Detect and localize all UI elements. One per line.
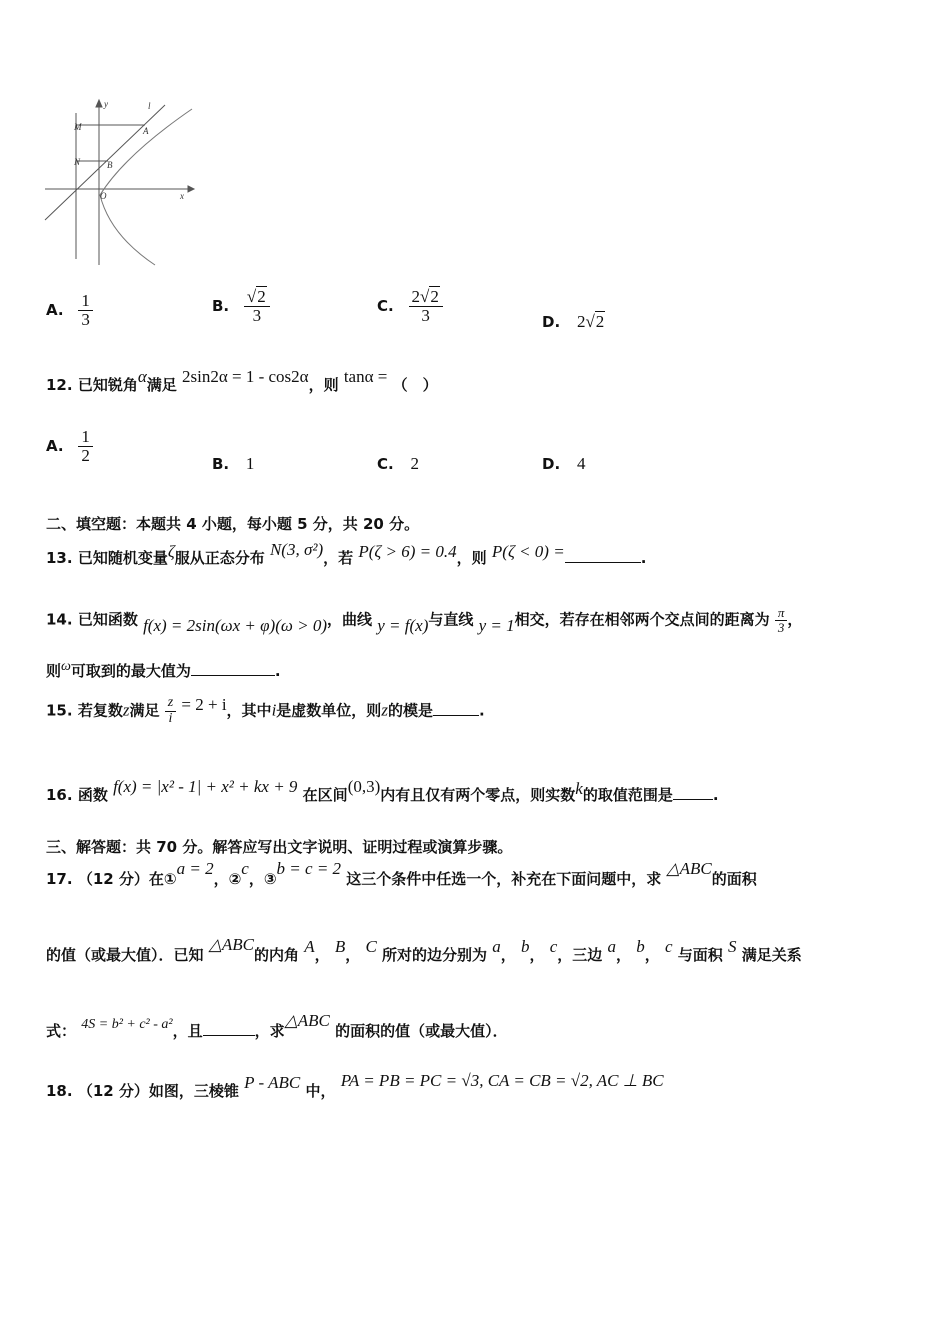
line: y = 1 <box>478 615 515 635</box>
question-number: 17. <box>46 870 73 888</box>
option-value: 1 <box>245 454 255 473</box>
function: f(x) = |x² - 1| + x² + kx + 9 <box>113 777 298 796</box>
label-B: B <box>107 160 113 170</box>
probability-ask: P(ζ < 0) = <box>491 542 565 561</box>
question-12: 12. 已知锐角α满足 2sin2α = 1 - cos2α，则 tanα = （ ） <box>46 367 438 394</box>
label-A: A <box>143 126 149 136</box>
xi-symbol: ζ <box>167 542 175 561</box>
conditions: PA = PB = PC = √3, CA = CB = √2, AC ⊥ BC <box>340 1071 664 1090</box>
q12-option-c[interactable] <box>377 454 419 474</box>
option-letter: D. <box>542 455 561 473</box>
option-letter: B. <box>212 296 230 315</box>
question-number: 12. <box>46 376 73 394</box>
question-14: 14. 已知函数 f(x) = 2sin(ωx + φ)(ω > 0)，曲线 y = f(x)与直线 y = 1相交，若存在相邻两个交点间的距离为 $\frac{\pi}{3}$ ， <box>46 605 803 635</box>
option-value: 2 <box>410 454 419 473</box>
y-axis-arrow <box>96 100 102 107</box>
question-17: 17. （12 分）在①a = 2，②c，③b = c = 2 这三个条件中任选一个，补充在下面问题中，求 △ABC的面积 <box>46 859 757 888</box>
q11-option-d[interactable] <box>542 312 605 332</box>
omega-symbol: ω <box>61 659 71 674</box>
question-number: 16. <box>46 786 73 804</box>
q12-option-b[interactable] <box>212 454 254 474</box>
tan-expression: tanα = <box>343 367 388 386</box>
label-N: N <box>74 157 81 167</box>
label-x: x <box>180 191 184 201</box>
option-letter: A. <box>46 300 64 319</box>
curve: y = f(x) <box>377 615 429 635</box>
option-letter: C. <box>377 455 394 473</box>
label-l: l <box>148 101 151 111</box>
answer-blank[interactable] <box>433 715 479 716</box>
tangent-line-l <box>45 105 165 220</box>
question-number: 14. <box>46 610 73 629</box>
section-3-heading: 三、解答题：共 70 分。解答应写出文字说明、证明过程或演算步骤。 <box>46 838 513 856</box>
equation: = 2 + i <box>181 694 227 714</box>
equation: 2sin2α = 1 - cos2α <box>182 367 309 386</box>
question-number: 13. <box>46 549 73 567</box>
function: f(x) = 2sin(ωx + φ)(ω > 0) <box>143 615 328 635</box>
question-17-line-3: 式： 4S = b² + c² - a²，且 ，求△ABC 的面积的值（或最大值）． <box>46 1011 508 1040</box>
q12-option-a[interactable] <box>46 428 93 465</box>
q11-option-c[interactable] <box>377 288 443 325</box>
option-letter: B. <box>212 455 230 473</box>
option-letter: D. <box>542 313 561 331</box>
question-14-line-2: 则ω可取到的最大值为 . <box>46 659 281 680</box>
question-17-line-2: 的值（或最大值）．已知 △ABC的内角 A， B， C 所对的边分别为 a， b， c，三边 a， b， c 与面积 S 满足关系 <box>46 935 802 964</box>
question-number: 15. <box>46 701 73 720</box>
alpha-symbol: α <box>137 367 147 386</box>
option-value: 4 <box>576 454 586 473</box>
x-axis-arrow <box>188 186 194 192</box>
option-letter: C. <box>377 296 394 315</box>
section-2-heading: 二、填空题：本题共 4 小题，每小题 5 分，共 20 分。 <box>46 515 420 533</box>
z-over-i-fraction: $\frac{z}{i}$ <box>165 696 176 726</box>
question-18: 18. （12 分）如图，三棱锥 P - ABC 中， PA = PB = PC = √3, CA = CB = √2, AC ⊥ BC <box>46 1071 664 1100</box>
option-fraction: $\frac{√2}{3}$ <box>244 288 270 325</box>
relation: 4S = b² + c² - a² <box>81 1017 173 1032</box>
option-value: 2√2 <box>576 312 605 331</box>
option-fraction: $\frac{1}{3}$ <box>78 292 93 329</box>
interval: (0,3) <box>347 777 381 796</box>
option-fraction: $\frac{2√2}{3}$ <box>409 288 443 325</box>
distribution: N(3, σ²) <box>269 540 324 559</box>
option-letter: A. <box>46 436 64 455</box>
q12-option-d[interactable] <box>542 454 585 474</box>
answer-blank[interactable] <box>565 562 641 563</box>
label-O: O <box>100 191 107 201</box>
question-number: 18. <box>46 1082 73 1100</box>
label-M: M <box>74 122 82 132</box>
question-16: 16. 函数 f(x) = |x² - 1| + x² + kx + 9 在区间(0,3)内有且仅有两个零点，则实数k的取值范围是 . <box>46 777 719 804</box>
q11-option-a[interactable] <box>46 292 93 329</box>
answer-blank[interactable] <box>203 1035 255 1036</box>
answer-blank[interactable] <box>673 799 713 800</box>
parabola-figure <box>40 95 200 270</box>
question-13: 13. 已知随机变量ζ服从正态分布 N(3, σ²)，若 P(ζ > 6) = 0.4，则 P(ζ < 0) = . <box>46 540 647 567</box>
answer-blank[interactable] <box>191 675 275 676</box>
option-fraction: $\frac{1}{2}$ <box>78 428 93 465</box>
q11-option-b[interactable] <box>212 288 270 325</box>
pyramid: P - ABC <box>244 1073 301 1092</box>
condition: P(ζ > 6) = 0.4 <box>358 542 457 561</box>
distance-fraction: $\frac{\pi}{3}$ <box>775 606 788 634</box>
label-y: y <box>104 99 108 109</box>
question-15: 15. 若复数z满足 $\frac{z}{i}$ = 2 + i，其中i是虚数单位，则z的模是 . <box>46 694 485 726</box>
